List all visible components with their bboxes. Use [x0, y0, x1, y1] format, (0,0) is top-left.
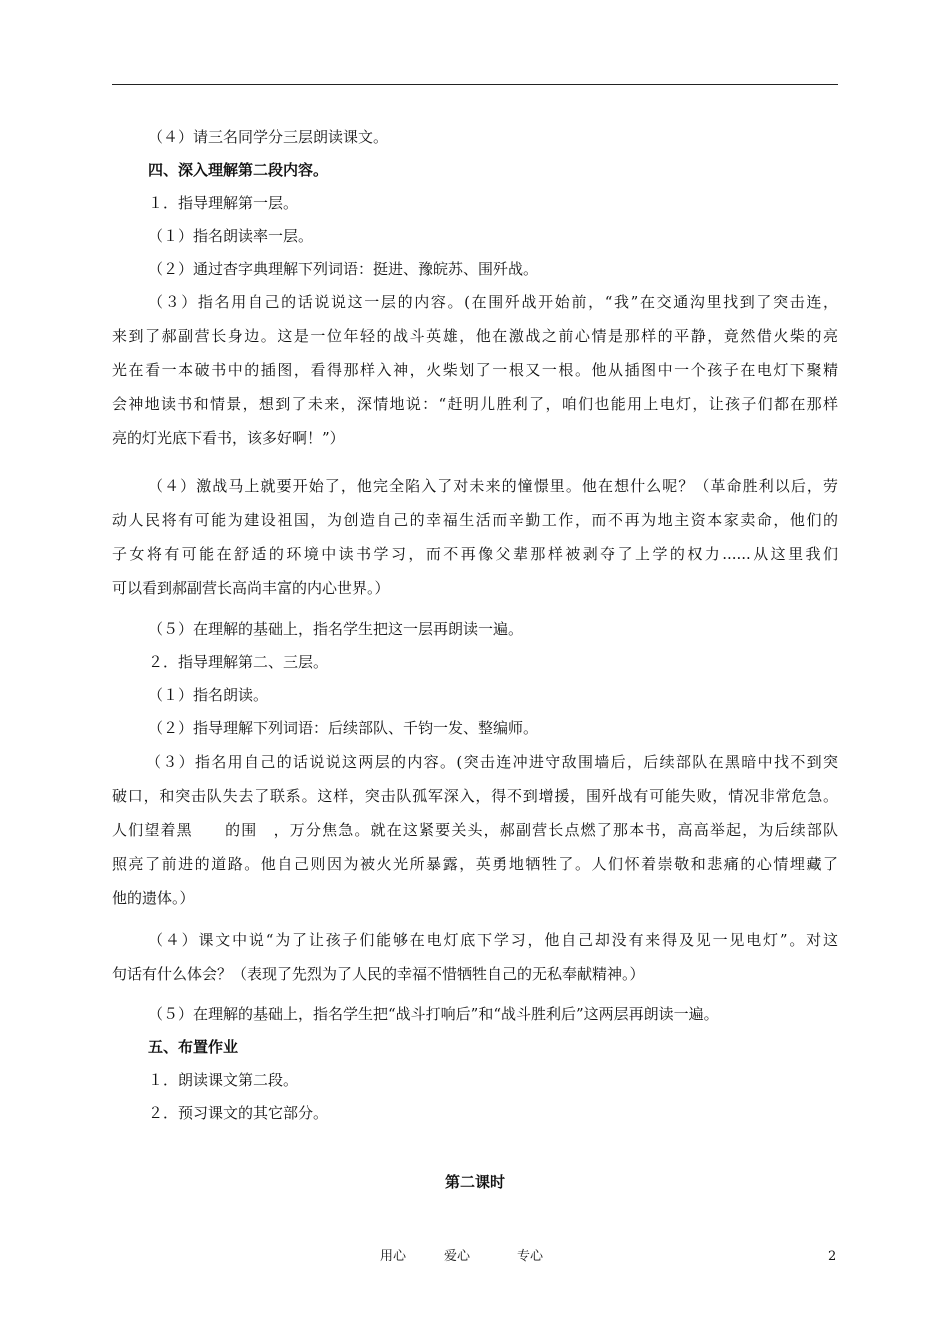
text-line: （１）指名朗读率一层。: [148, 227, 314, 245]
text-line: ２．预习课文的其它部分。: [148, 1104, 329, 1122]
footer-word-3: 专心: [517, 1249, 544, 1264]
text-line: （２）指导理解下列词语：后续部队、千钧一发、整编师。: [148, 719, 539, 737]
text-line: （４）课文中说“为了让孩子们能够在电灯底下学习，他自己却没有来得及见一见电灯”。对这: [148, 931, 838, 949]
text-line: 可以看到郝副营长高尚丰富的内心世界。）: [112, 579, 390, 597]
text-line: （５）在理解的基础上，指名学生把“战斗打响后”和“战斗胜利后”这两层再朗读一遍。: [148, 1005, 719, 1023]
header-rule: [112, 84, 838, 85]
text-line: （４）请三名同学分三层朗读课文。: [148, 128, 389, 146]
text-line: 他的遗体。）: [112, 889, 195, 907]
text-line: 破口，和突击队失去了联系。这样，突击队孤军深入，得不到增援，围歼战有可能失败，情况非常危急。: [112, 787, 838, 805]
text-line: （２）通过杳字典理解下列词语：挺进、豫皖苏、围歼战。: [148, 260, 539, 278]
page-number: 2: [828, 1249, 837, 1264]
text-line: 子女将有可能在舒适的环境中读书学习，而不再像父辈那样被剥夺了上学的权力......从这里我们: [112, 545, 838, 563]
text-line: 人们望着黑 的围 ，万分焦急。就在这紧要关头，郝副营长点燃了那本书，高高举起，为后续部队: [112, 821, 838, 839]
section-heading: 四、深入理解第二段内容。: [148, 161, 329, 179]
text-line: 光在看一本破书中的插图，看得那样入神，火柴划了一根又一根。他从插图中一个孩子在电灯下聚精: [112, 361, 838, 379]
text-line: （１）指名朗读。: [148, 686, 269, 704]
text-line: 动人民将有可能为建设祖国，为创造自己的幸福生活而辛勤工作，而不再为地主资本家卖命，他们的: [112, 511, 838, 529]
text-line: １．朗读课文第二段。: [148, 1071, 299, 1089]
text-line: １．指导理解第一层。: [148, 194, 299, 212]
text-line: （４）激战马上就要开始了，他完全陷入了对未来的憧憬里。他在想什么呢？（革命胜利以后，劳: [148, 477, 838, 495]
text-line: 句话有什么体会？（表现了先烈为了人民的幸福不惜牺牲自己的无私奉献精神。）: [112, 965, 645, 983]
footer-word-1: 用心: [380, 1249, 407, 1264]
text-line: （３）指名用自己的话说说这两层的内容。(突击连冲进守敌围墙后，后续部队在黑暗中找不到突: [146, 753, 838, 771]
text-line: 来到了郝副营长身边。这是一位年轻的战斗英雄，他在激战之前心情是那样的平静，竟然借火柴的亮: [112, 327, 838, 345]
text-line: 会神地读书和情景，想到了未来，深情地说：“赶明儿胜利了，咱们也能用上电灯，让孩子们都在那样: [112, 395, 838, 413]
lesson-title: 第二课时: [444, 1173, 505, 1191]
text-line: 亮的灯光底下看书，该多好啊！”）: [112, 429, 345, 447]
footer-word-2: 爱心: [444, 1249, 471, 1264]
text-line: 照亮了前进的道路。他自己则因为被火光所暴露，英勇地牺牲了。人们怀着崇敬和悲痛的心情埋藏了: [112, 855, 838, 873]
text-line: （５）在理解的基础上，指名学生把这一层再朗读一遍。: [148, 620, 524, 638]
text-line: （３）指名用自己的话说说这一层的内容。(在围歼战开始前，“我”在交通沟里找到了突击连，: [148, 293, 838, 311]
text-line: ２．指导理解第二、三层。: [148, 653, 329, 671]
section-heading: 五、布置作业: [148, 1038, 239, 1056]
